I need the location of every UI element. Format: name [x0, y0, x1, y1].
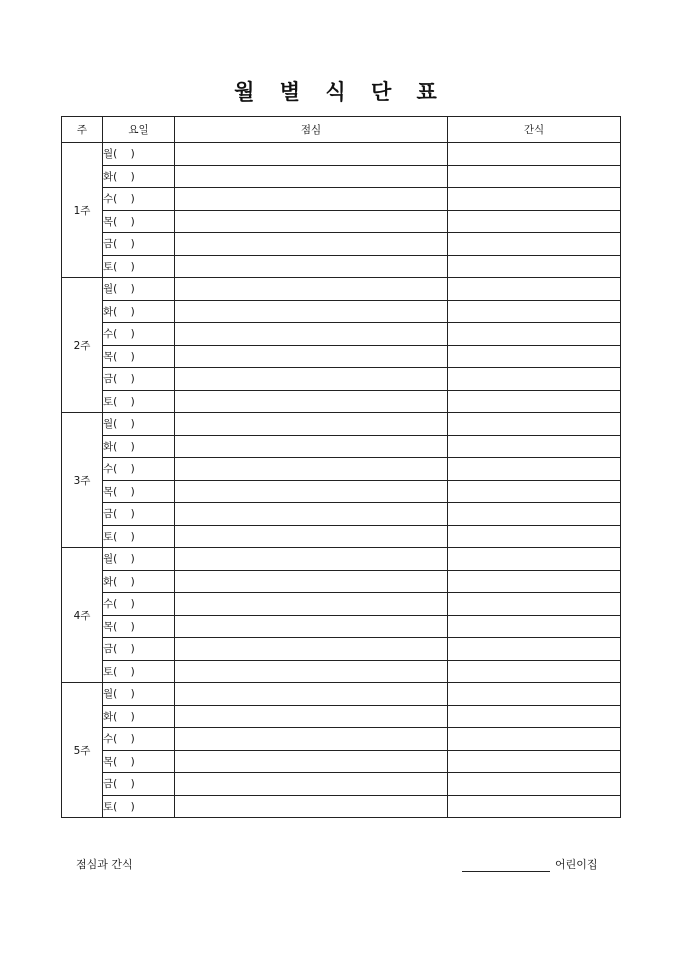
snack-cell[interactable] — [448, 795, 621, 818]
lunch-cell[interactable] — [175, 368, 448, 391]
day-label: 금( ) — [103, 503, 175, 526]
page-title: 월 별 식 단 표 — [234, 79, 446, 104]
day-label: 금( ) — [103, 638, 175, 661]
day-label: 월( ) — [103, 683, 175, 706]
snack-cell[interactable] — [448, 683, 621, 706]
table-row — [62, 210, 621, 233]
week-label: 2주 — [62, 278, 103, 413]
table-row — [62, 188, 621, 211]
week-label: 4주 — [62, 548, 103, 683]
snack-cell[interactable] — [448, 345, 621, 368]
lunch-cell[interactable] — [175, 413, 448, 436]
day-label: 목( ) — [103, 480, 175, 503]
lunch-cell[interactable] — [175, 188, 448, 211]
day-label: 수( ) — [103, 728, 175, 751]
snack-cell[interactable] — [448, 615, 621, 638]
day-label: 토( ) — [103, 255, 175, 278]
table-row — [62, 300, 621, 323]
day-label: 토( ) — [103, 525, 175, 548]
day-label: 월( ) — [103, 143, 175, 166]
snack-cell[interactable] — [448, 458, 621, 481]
snack-cell[interactable] — [448, 480, 621, 503]
table-row — [62, 480, 621, 503]
week-label: 1주 — [62, 143, 103, 278]
lunch-cell[interactable] — [175, 255, 448, 278]
day-label: 월( ) — [103, 278, 175, 301]
footer-label: 점심과 간식 — [76, 858, 133, 871]
table-row — [62, 525, 621, 548]
day-label: 화( ) — [103, 300, 175, 323]
lunch-cell[interactable] — [175, 683, 448, 706]
table-row — [62, 345, 621, 368]
header-lunch: 점심 — [175, 117, 448, 143]
day-label: 금( ) — [103, 233, 175, 256]
lunch-cell[interactable] — [175, 615, 448, 638]
table-row — [62, 728, 621, 751]
snack-cell[interactable] — [448, 570, 621, 593]
header-day: 요일 — [103, 117, 175, 143]
lunch-cell[interactable] — [175, 525, 448, 548]
snack-cell[interactable] — [448, 773, 621, 796]
snack-cell[interactable] — [448, 548, 621, 571]
snack-cell[interactable] — [448, 390, 621, 413]
snack-cell[interactable] — [448, 323, 621, 346]
table-row — [62, 233, 621, 256]
lunch-cell[interactable] — [175, 278, 448, 301]
snack-cell[interactable] — [448, 188, 621, 211]
table-row — [62, 435, 621, 458]
table-row — [62, 503, 621, 526]
table-row — [62, 390, 621, 413]
snack-cell[interactable] — [448, 593, 621, 616]
day-label: 월( ) — [103, 413, 175, 436]
table-row — [62, 255, 621, 278]
table-row — [62, 795, 621, 818]
day-label: 수( ) — [103, 458, 175, 481]
day-label: 목( ) — [103, 615, 175, 638]
lunch-cell[interactable] — [175, 458, 448, 481]
table-row — [62, 705, 621, 728]
day-label: 토( ) — [103, 660, 175, 683]
snack-cell[interactable] — [448, 255, 621, 278]
lunch-cell[interactable] — [175, 750, 448, 773]
day-label: 토( ) — [103, 795, 175, 818]
lunch-cell[interactable] — [175, 728, 448, 751]
table-row — [62, 165, 621, 188]
day-label: 수( ) — [103, 593, 175, 616]
lunch-cell[interactable] — [175, 570, 448, 593]
lunch-cell[interactable] — [175, 435, 448, 458]
footer-signature — [462, 856, 598, 872]
snack-cell[interactable] — [448, 210, 621, 233]
snack-cell[interactable] — [448, 435, 621, 458]
header-snack: 간식 — [448, 117, 621, 143]
table-body — [62, 143, 621, 818]
lunch-cell[interactable] — [175, 503, 448, 526]
meal-table — [61, 116, 621, 818]
lunch-cell[interactable] — [175, 390, 448, 413]
snack-cell[interactable] — [448, 165, 621, 188]
lunch-cell[interactable] — [175, 300, 448, 323]
table-row — [62, 143, 621, 166]
snack-cell[interactable] — [448, 143, 621, 166]
lunch-cell[interactable] — [175, 323, 448, 346]
snack-cell[interactable] — [448, 750, 621, 773]
table-row — [62, 773, 621, 796]
table-row — [62, 413, 621, 436]
lunch-cell[interactable] — [175, 593, 448, 616]
lunch-cell[interactable] — [175, 548, 448, 571]
table-row — [62, 570, 621, 593]
lunch-cell[interactable] — [175, 345, 448, 368]
table-row — [62, 458, 621, 481]
table-row — [62, 593, 621, 616]
snack-cell[interactable] — [448, 660, 621, 683]
lunch-cell[interactable] — [175, 638, 448, 661]
signature-line[interactable] — [462, 858, 550, 872]
table-row — [62, 638, 621, 661]
table-row — [62, 660, 621, 683]
day-label: 목( ) — [103, 210, 175, 233]
lunch-cell[interactable] — [175, 660, 448, 683]
table-row — [62, 615, 621, 638]
header-week: 주 — [62, 117, 103, 143]
snack-cell[interactable] — [448, 705, 621, 728]
day-label: 화( ) — [103, 165, 175, 188]
snack-cell[interactable] — [448, 638, 621, 661]
footer-org-label: 어린이집 — [555, 858, 598, 871]
lunch-cell[interactable] — [175, 773, 448, 796]
day-label: 수( ) — [103, 323, 175, 346]
snack-cell[interactable] — [448, 728, 621, 751]
table-row — [62, 750, 621, 773]
day-label: 화( ) — [103, 705, 175, 728]
lunch-cell[interactable] — [175, 210, 448, 233]
week-label: 3주 — [62, 413, 103, 548]
lunch-cell[interactable] — [175, 143, 448, 166]
snack-cell[interactable] — [448, 413, 621, 436]
table-row — [62, 368, 621, 391]
day-label: 목( ) — [103, 750, 175, 773]
lunch-cell[interactable] — [175, 795, 448, 818]
day-label: 월( ) — [103, 548, 175, 571]
day-label: 목( ) — [103, 345, 175, 368]
table-row — [62, 548, 621, 571]
lunch-cell[interactable] — [175, 233, 448, 256]
day-label: 수( ) — [103, 188, 175, 211]
table-row — [62, 323, 621, 346]
header-row — [62, 117, 621, 143]
week-label: 5주 — [62, 683, 103, 818]
snack-cell[interactable] — [448, 278, 621, 301]
table-row — [62, 683, 621, 706]
day-label: 금( ) — [103, 368, 175, 391]
snack-cell[interactable] — [448, 233, 621, 256]
lunch-cell[interactable] — [175, 165, 448, 188]
lunch-cell[interactable] — [175, 480, 448, 503]
snack-cell[interactable] — [448, 368, 621, 391]
day-label: 금( ) — [103, 773, 175, 796]
day-label: 토( ) — [103, 390, 175, 413]
snack-cell[interactable] — [448, 300, 621, 323]
lunch-cell[interactable] — [175, 705, 448, 728]
day-label: 화( ) — [103, 570, 175, 593]
snack-cell[interactable] — [448, 503, 621, 526]
day-label: 화( ) — [103, 435, 175, 458]
snack-cell[interactable] — [448, 525, 621, 548]
table-row — [62, 278, 621, 301]
